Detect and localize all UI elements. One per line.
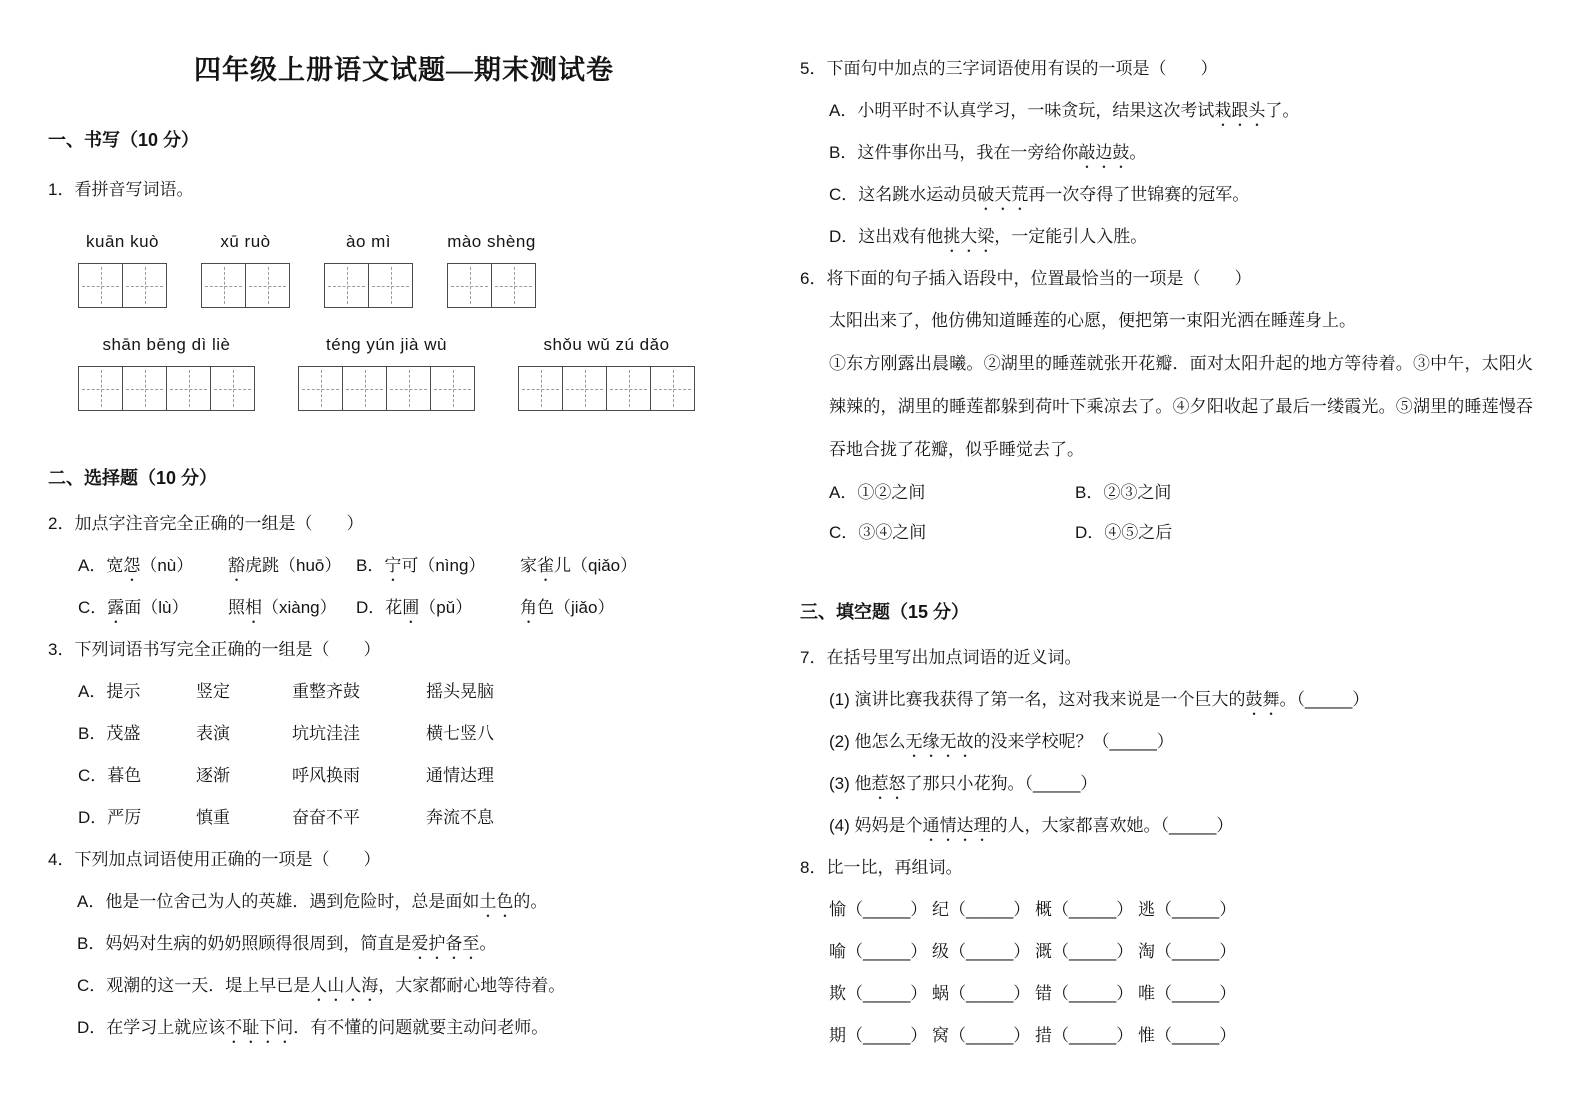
plain-text: 虎跳（huō）	[245, 556, 342, 575]
question-3-option-a	[48, 671, 760, 713]
writing-cell	[342, 366, 387, 411]
writing-cell	[166, 366, 211, 411]
pinyin-label: kuān kuò	[86, 232, 159, 251]
pinyin-label: shān bēng dì liè	[102, 335, 231, 354]
plain-text: 。（_____）	[1279, 690, 1370, 709]
question-6-options	[800, 473, 1533, 553]
emphasized-word: 通情达理	[922, 816, 991, 835]
plain-text: (4) 妈妈是个	[829, 816, 923, 835]
writing-cell	[324, 263, 369, 308]
q3-word: 奋奋不平	[292, 808, 360, 827]
q2-option-c-word-1	[78, 587, 228, 629]
plain-text: A．小明平时不认真学习，一味贪玩，结果这次考试	[829, 101, 1215, 120]
question-7-item-4	[800, 805, 1533, 847]
question-8-row-4: 期（_____） 窝（_____） 措（_____） 惟（_____）	[829, 1026, 1237, 1045]
q6-option-b: B．②③之间	[1075, 483, 1172, 502]
writing-cell	[122, 366, 167, 411]
writing-cell	[447, 263, 492, 308]
question-7-stem: 7．在括号里写出加点词语的近义词。	[800, 648, 1082, 667]
pinyin-writing-row-1	[48, 229, 760, 308]
q3-word: B．茂盛	[78, 724, 141, 743]
emphasized-word: 人山人海	[310, 976, 379, 995]
emphasized-word: 露	[107, 598, 125, 617]
pinyin-label: téng yún jià wù	[326, 335, 447, 354]
emphasized-word: 破天荒	[977, 185, 1029, 204]
question-4-stem: 4．下列加点词语使用正确的一项是（ ）	[48, 850, 381, 869]
pinyin-unit	[78, 229, 167, 308]
question-1-stem: 1．看拼音写词语。	[48, 180, 194, 199]
emphasized-word: 豁	[228, 556, 245, 575]
question-6-passage: ①东方刚露出晨曦。②湖里的睡莲就张开花瓣．面对太阳升起的地方等待着。③中午，太阳火辣辣的，湖里的睡莲都躲到荷叶下乘凉去了。④夕阳收起了最后一缕霞光。⑤湖里的睡莲慢吞吞地合拢了花瓣，似乎睡觉去了。	[829, 354, 1533, 459]
pinyin-unit	[298, 332, 475, 411]
q6-option-a: A．①②之间	[829, 483, 926, 502]
q3-word: 摇头晃脑	[426, 682, 494, 701]
writing-cell	[78, 263, 123, 308]
plain-text: 的没来学校呢？（_____）	[973, 732, 1174, 751]
question-5-option-d	[800, 216, 1533, 258]
section-writing-heading: 一、书写（10 分）	[48, 130, 200, 150]
q2-option-b-word-2	[520, 545, 760, 587]
emphasized-word: 雀	[537, 556, 554, 575]
question-3-option-b	[48, 713, 760, 755]
emphasized-word: 爱护备至	[411, 934, 480, 953]
pinyin-label: shǒu wǔ zú dǎo	[543, 335, 670, 354]
writing-cell	[368, 263, 413, 308]
plain-text: 再一次夺得了世锦赛的冠军。	[1028, 185, 1250, 204]
plain-text: 。	[479, 934, 497, 953]
plain-text: 面（lù）	[124, 598, 189, 617]
writing-grid	[201, 263, 290, 308]
question-8-row-3: 欺（_____） 蜗（_____） 错（_____） 唯（_____）	[829, 984, 1237, 1003]
emphasized-word: 无缘无故	[905, 732, 974, 751]
writing-cell	[122, 263, 167, 308]
q3-word: 慎重	[196, 808, 230, 827]
writing-cell	[430, 366, 475, 411]
question-2-options-row-1	[48, 545, 760, 587]
writing-cell	[650, 366, 695, 411]
plain-text: （xiàng）	[262, 598, 337, 617]
writing-cell	[78, 366, 123, 411]
question-5-stem: 5．下面句中加点的三字词语使用有误的一项是（ ）	[800, 59, 1218, 78]
question-3-stem: 3．下列词语书写完全正确的一组是（ ）	[48, 640, 381, 659]
q2-option-b-word-1	[356, 545, 520, 587]
pinyin-unit	[201, 229, 290, 308]
left-column	[48, 28, 760, 1102]
emphasized-word: 惹怒	[871, 774, 906, 793]
plain-text: 了那只小花狗。（_____）	[905, 774, 1098, 793]
plain-text: D．在学习上就应该	[77, 1018, 226, 1037]
writing-cell	[210, 366, 255, 411]
emphasized-word: 怨	[123, 556, 141, 575]
question-2-options-row-2	[48, 587, 760, 629]
q3-word: 逐渐	[196, 766, 230, 785]
emphasized-word: 不耻下问	[225, 1018, 294, 1037]
question-6-stem: 6．将下面的句子插入语段中，位置最恰当的一项是（ ）	[800, 269, 1252, 288]
plain-text: 儿（qiǎo）	[554, 556, 638, 575]
question-8-row-1: 愉（_____） 纪（_____） 概（_____） 逃（_____）	[829, 900, 1237, 919]
page-title: 四年级上册语文试题—期末测试卷	[194, 55, 614, 85]
plain-text: 照	[228, 598, 245, 617]
writing-grid	[78, 263, 167, 308]
plain-text: 家	[520, 556, 537, 575]
question-7-item-3	[800, 763, 1533, 805]
emphasized-word: 挑大梁	[943, 227, 995, 246]
plain-text: 。	[1129, 143, 1147, 162]
plain-text: 色（jiǎo）	[537, 598, 615, 617]
q3-word: 呼风换雨	[292, 766, 360, 785]
q3-word: 表演	[196, 724, 230, 743]
q6-option-d: D．④⑤之后	[1075, 523, 1173, 542]
plain-text: ．有不懂的问题就要主动问老师。	[293, 1018, 549, 1037]
plain-text: A．宽	[78, 556, 124, 575]
plain-text: D．这出戏有他	[829, 227, 944, 246]
section-choice-heading: 二、选择题（10 分）	[48, 468, 218, 488]
plain-text: (3) 他	[829, 774, 872, 793]
right-column	[760, 28, 1533, 1102]
question-4-option-b	[48, 923, 760, 965]
question-8-row-2: 喻（_____） 级（_____） 溉（_____） 淘（_____）	[829, 942, 1237, 961]
q3-word: D．严厉	[78, 808, 142, 827]
q2-option-c-word-2	[228, 587, 356, 629]
q3-word: 重整齐鼓	[292, 682, 360, 701]
question-7-item-1	[800, 679, 1533, 721]
plain-text: B．妈妈对生病的奶奶照顾得很周到，简直是	[77, 934, 412, 953]
q2-option-d-word-1	[356, 587, 520, 629]
plain-text: 可（nìng）	[401, 556, 486, 575]
emphasized-word: 敲边鼓	[1078, 143, 1130, 162]
emphasized-word: 宁	[384, 556, 402, 575]
emphasized-word: 角	[520, 598, 537, 617]
question-5-option-a	[800, 90, 1533, 132]
writing-cell	[386, 366, 431, 411]
q3-word: 竖定	[196, 682, 230, 701]
q3-word: A．提示	[78, 682, 141, 701]
writing-cell	[201, 263, 246, 308]
q3-word: C．暮色	[78, 766, 142, 785]
plain-text: C．	[78, 598, 108, 617]
writing-cell	[491, 263, 536, 308]
plain-text: 的人，大家都喜欢她。（_____）	[990, 816, 1234, 835]
emphasized-word: 鼓舞	[1245, 690, 1280, 709]
pinyin-unit	[78, 332, 255, 411]
question-4-option-c	[48, 965, 760, 1007]
writing-cell	[562, 366, 607, 411]
writing-grid	[78, 366, 255, 411]
pinyin-writing-row-2	[48, 332, 760, 411]
pinyin-label: mào shèng	[447, 232, 536, 251]
emphasized-word: 土色	[479, 892, 514, 911]
q2-option-d-word-2	[520, 587, 760, 629]
plain-text: ，一定能引人入胜。	[994, 227, 1148, 246]
question-5-option-b	[800, 132, 1533, 174]
writing-cell	[518, 366, 563, 411]
question-4-option-d	[48, 1007, 760, 1049]
section-fill-heading: 三、填空题（15 分）	[800, 602, 970, 622]
pinyin-unit	[324, 229, 413, 308]
question-2-stem: 2．加点字注音完全正确的一组是（ ）	[48, 514, 364, 533]
question-7-item-2	[800, 721, 1533, 763]
emphasized-word: 圃	[402, 598, 420, 617]
plain-text: (1) 演讲比赛我获得了第一名，这对我来说是一个巨大的	[829, 690, 1246, 709]
plain-text: （pǔ）	[419, 598, 473, 617]
plain-text: (2) 他怎么	[829, 732, 906, 751]
question-4-option-a	[48, 881, 760, 923]
q2-option-a-word-2	[228, 545, 356, 587]
writing-cell	[245, 263, 290, 308]
pinyin-unit	[518, 332, 695, 411]
plain-text: D．花	[356, 598, 403, 617]
q6-option-c: C．③④之间	[829, 523, 927, 542]
pinyin-label: xū ruò	[220, 232, 271, 251]
plain-text: ，大家都耐心地等待着。	[378, 976, 566, 995]
writing-cell	[606, 366, 651, 411]
plain-text: 了。	[1265, 101, 1300, 120]
plain-text: A．他是一位舍己为人的英雄．遇到危险时，总是面如	[77, 892, 480, 911]
q3-word: 横七竖八	[426, 724, 494, 743]
emphasized-word: 栽跟头	[1214, 101, 1266, 120]
writing-cell	[298, 366, 343, 411]
question-3-option-d	[48, 797, 760, 839]
writing-grid	[324, 263, 413, 308]
plain-text: C．观潮的这一天．堤上早已是	[77, 976, 311, 995]
pinyin-label: ào mì	[345, 232, 392, 251]
plain-text: 的。	[513, 892, 548, 911]
writing-grid	[518, 366, 695, 411]
question-3-option-c	[48, 755, 760, 797]
pinyin-unit	[447, 229, 536, 308]
q3-word: 坑坑洼洼	[292, 724, 360, 743]
q3-word: 通情达理	[426, 766, 494, 785]
writing-grid	[298, 366, 475, 411]
plain-text: （nù）	[140, 556, 194, 575]
emphasized-word: 相	[245, 598, 262, 617]
question-5-option-c	[800, 174, 1533, 216]
plain-text: B．这件事你出马，我在一旁给你	[829, 143, 1079, 162]
question-8-stem: 8．比一比，再组词。	[800, 858, 963, 877]
question-6-intro: 太阳出来了，他仿佛知道睡莲的心愿，便把第一束阳光洒在睡莲身上。	[829, 311, 1356, 330]
plain-text: B．	[356, 556, 385, 575]
q2-option-a-word-1	[78, 545, 228, 587]
plain-text: C．这名跳水运动员	[829, 185, 978, 204]
q3-word: 奔流不息	[426, 808, 494, 827]
writing-grid	[447, 263, 536, 308]
